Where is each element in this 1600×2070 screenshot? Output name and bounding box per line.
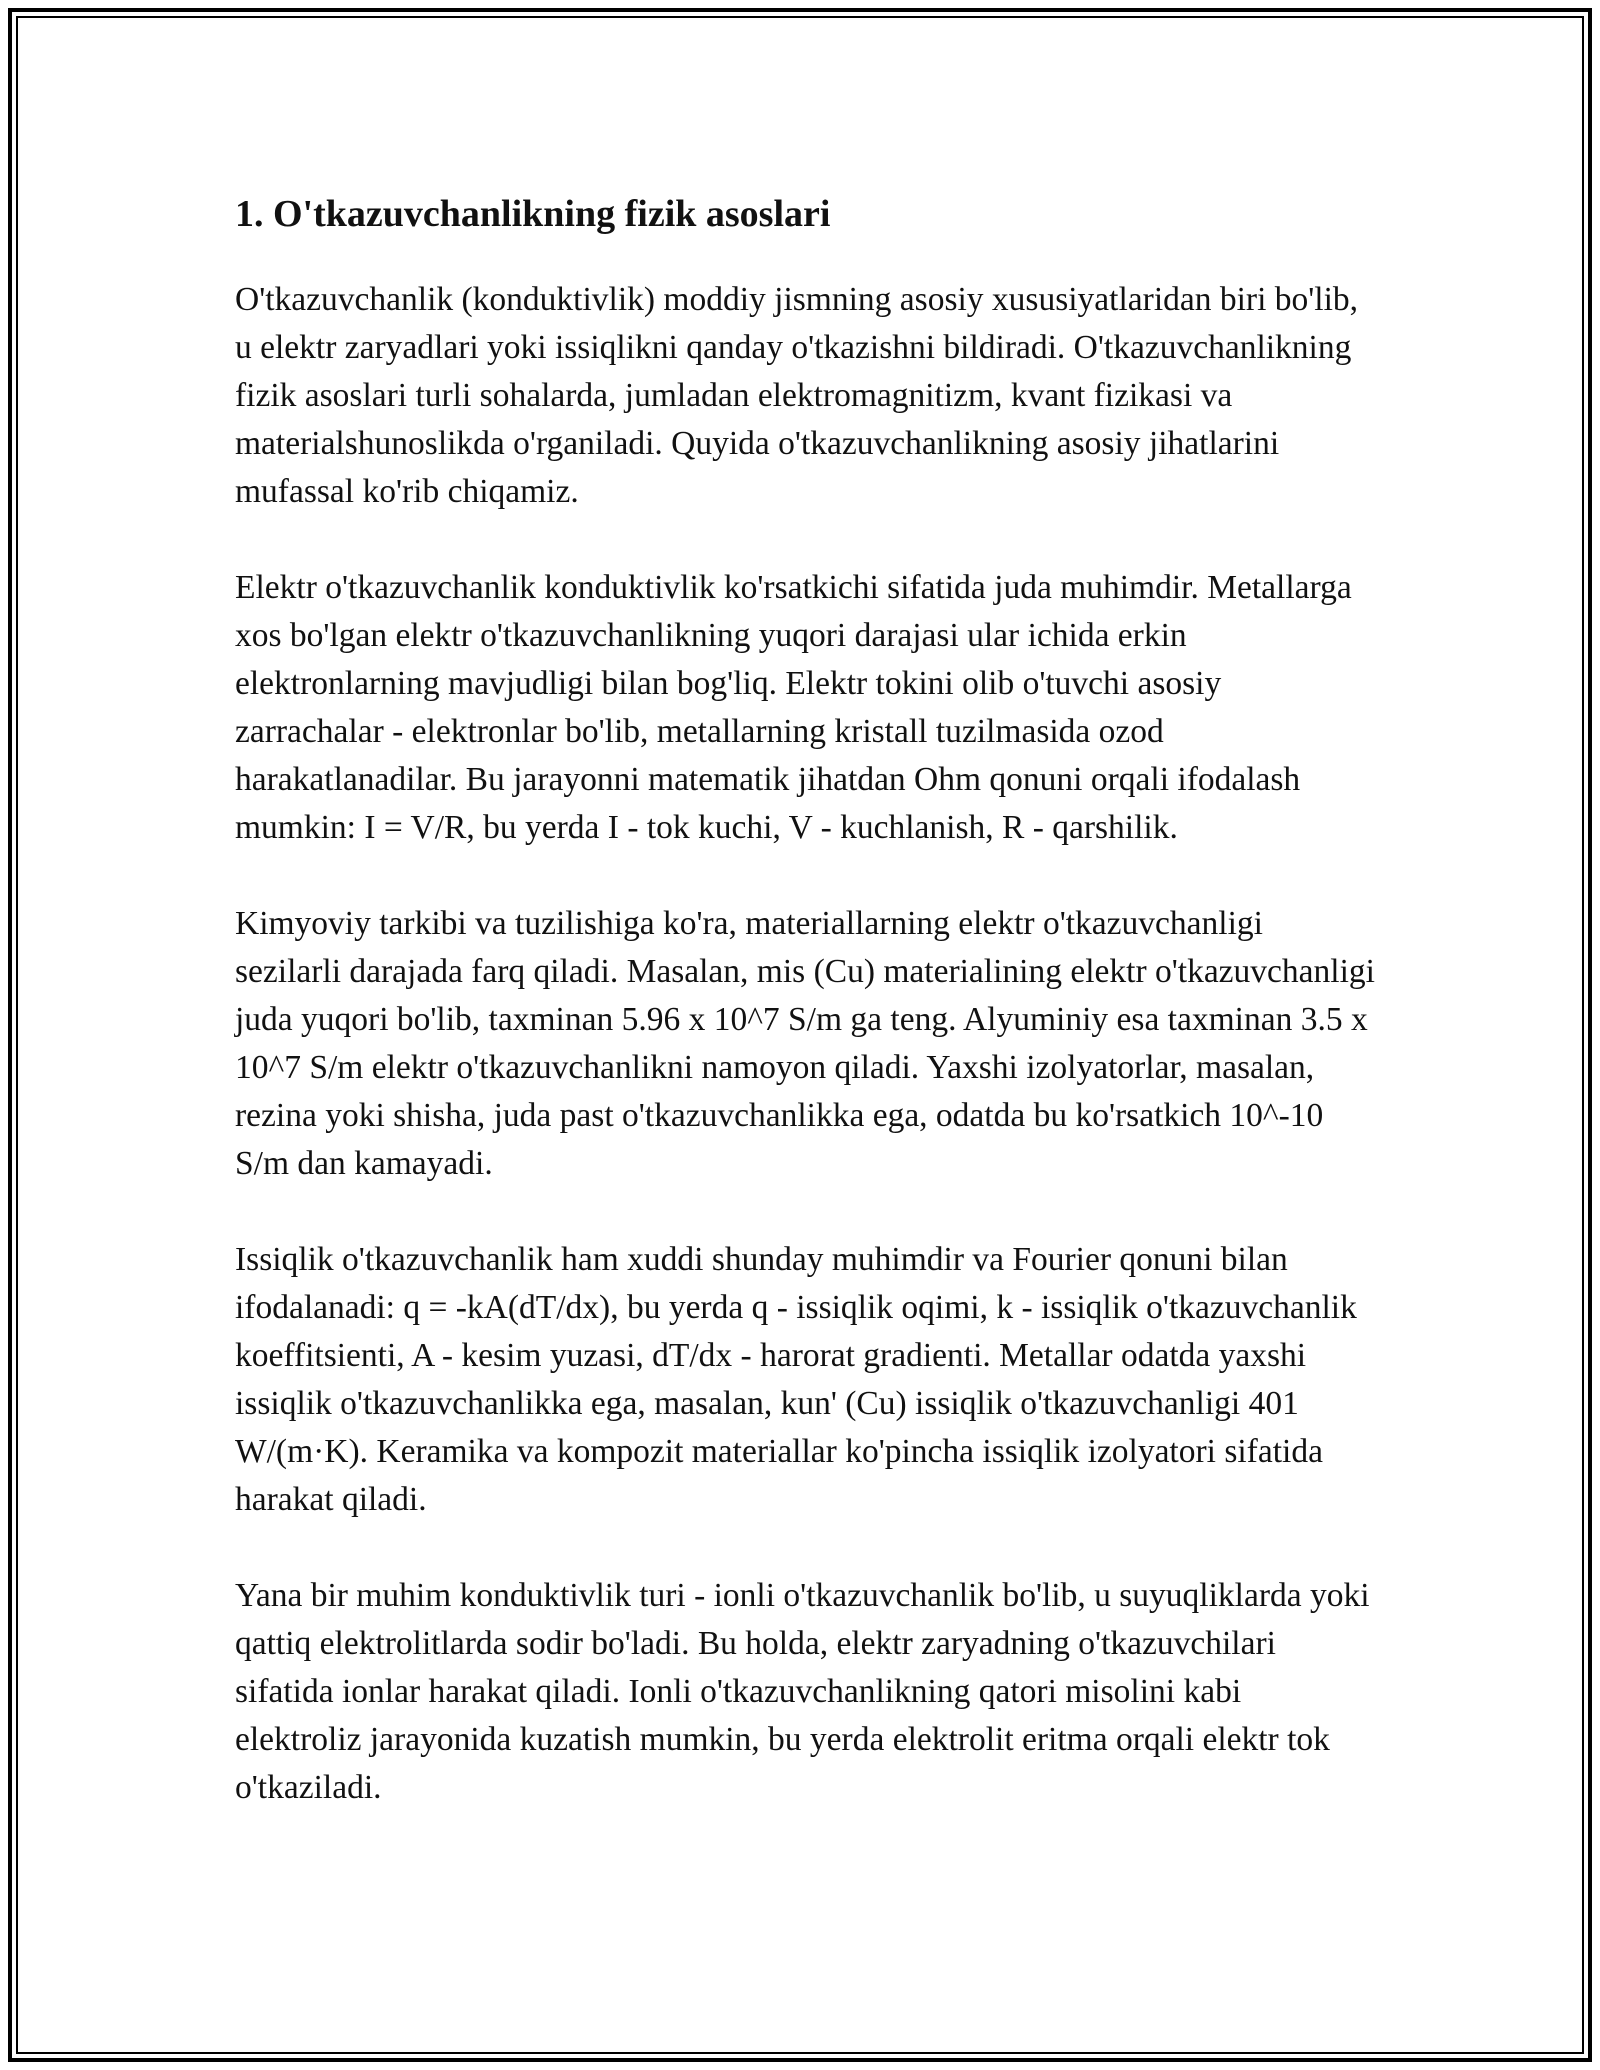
paragraph-thermal-conductivity: Issiqlik o'tkazuvchanlik ham xuddi shunday muhimdir va Fourier qonuni bilan ifodalanadi: q = -kA(dT/dx), bu yerda q - issiqlik oqimi, k - issiqlik o'tkazuvchanlik koeffitsienti, A - kesim yuzasi, dT/dx - harorat gradienti. Metallar odatda yaxshi issiqlik o'tkazuvchanlikka ega, masalan, kun' (Cu) issiqlik o'tkazuvchanligi 401 W/(m·K). Keramika va kompozit materiallar ko'pincha issiqlik izolyatori sifatida harakat qiladi. — [235, 1241, 1357, 1518]
document-body — [235, 186, 1375, 1860]
paragraph-ionic-conductivity: Yana bir muhim konduktivlik turi - ionli o'tkazuvchanlik bo'lib, u suyuqliklarda yoki qattiq elektrolitlarda sodir bo'ladi. Bu holda, elektr zaryadning o'tkazuvchilari sifatida ionlar harakat qiladi. Ionli o'tkazuvchanlikning qatori misolini kabi elektroliz jarayonida kuzatish mumkin, bu yerda elektrolit eritma orqali elektr tok o'tkaziladi. — [235, 1577, 1370, 1806]
paragraph-intro: O'tkazuvchanlik (konduktivlik) moddiy jismning asosiy xususiyatlaridan biri bo'lib, u elektr zaryadlari yoki issiqlikni qanday o'tkazishni bildiradi. O'tkazuvchanlikning fizik asoslari turli sohalarda, jumladan elektromagnitizm, kvant fizikasi va materialshunoslikda o'rganiladi. Quyida o'tkazuvchanlikning asosiy jihatlarini mufassal ko'rib chiqamiz. — [235, 281, 1359, 510]
paragraph-electrical-conductivity: Elektr o'tkazuvchanlik konduktivlik ko'rsatkichi sifatida juda muhimdir. Metallarga xos bo'lgan elektr o'tkazuvchanlikning yuqori darajasi ular ichida erkin elektronlarning mavjudligi bilan bog'liq. Elektr tokini olib o'tuvchi asosiy zarrachalar - elektronlar bo'lib, metallarning kristall tuzilmasida ozod harakatlanadilar. Bu jarayonni matematik jihatdan Ohm qonuni orqali ifodalash mumkin: I = V/R, bu yerda I - tok kuchi, V - kuchlanish, R - qarshilik. — [235, 569, 1352, 846]
paragraph-material-comparison: Kimyoviy tarkibi va tuzilishiga ko'ra, materiallarning elektr o'tkazuvchanligi sezilarli darajada farq qiladi. Masalan, mis (Cu) materialining elektr o'tkazuvchanligi juda yuqori bo'lib, taxminan 5.96 x 10^7 S/m ga teng. Alyuminiy esa taxminan 3.5 x 10^7 S/m elektr o'tkazuvchanlikni namoyon qiladi. Yaxshi izolyatorlar, masalan, rezina yoki shisha, juda past o'tkazuvchanlikka ega, odatda bu ko'rsatkich 10^-10 S/m dan kamayadi. — [235, 905, 1375, 1182]
section-heading: 1. O'tkazuvchanlikning fizik asoslari — [235, 193, 831, 235]
